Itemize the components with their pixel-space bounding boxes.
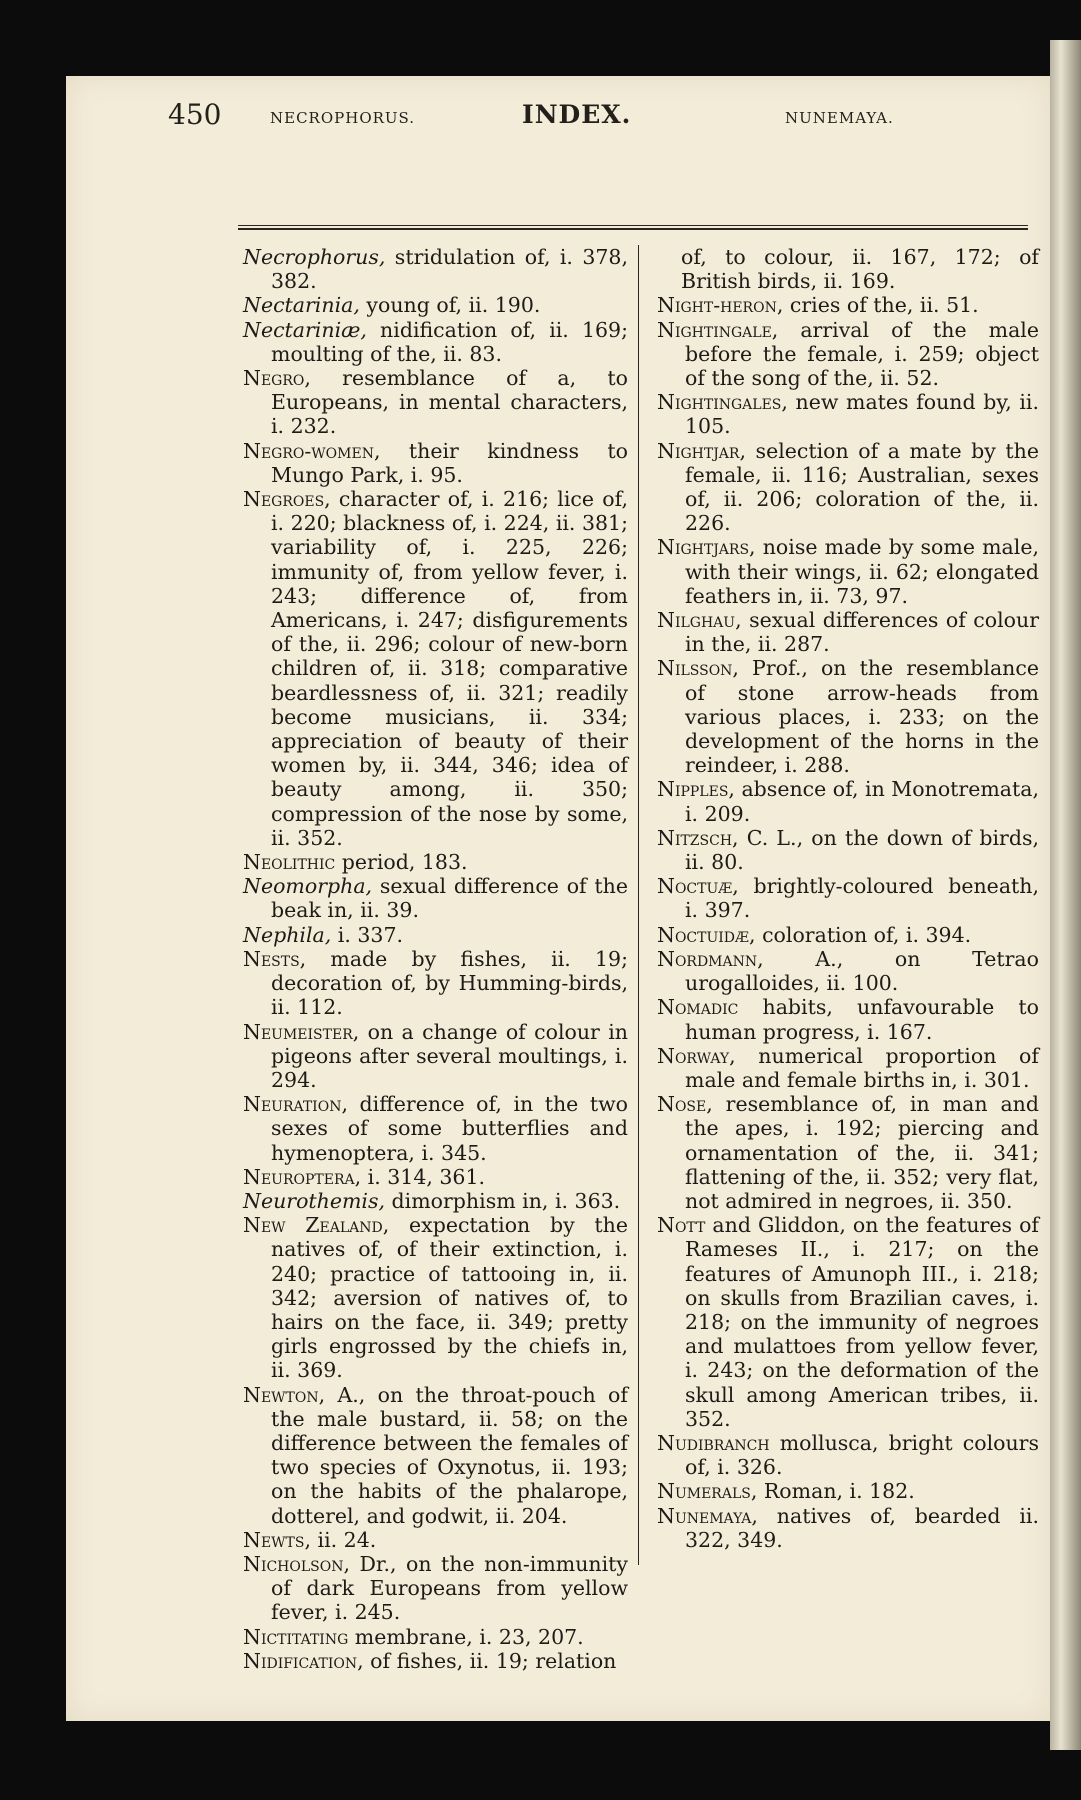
entry-heading: Negroes, (243, 487, 331, 512)
continuation-text: of, to colour, ii. 167, 172; of British birds, ii. 169. (681, 245, 1039, 294)
book-page-edge (1050, 40, 1081, 1750)
entry-heading: Nightjar, (657, 438, 746, 463)
entry-text: A., on Tetrao urogalloides, ii. 100. (685, 946, 1039, 996)
running-head-left: NECROPHORUS. (270, 109, 416, 127)
entry-text: A., on the throat-pouch of the male bustard, ii. 58; on the difference between the females of two species of Oxynotus, ii. 193; on the habits of the phalarope, dotterel, and godwit, ii. 204. (271, 1382, 628, 1528)
entry-text: on a change of colour in pigeons after several moultings, i. 294. (271, 1019, 628, 1092)
entry-text: expectation by the natives of, of their extinction, i. 240; practice of tattooing in, ii. 342; aversion of natives of, to hairs on the face, ii. 349; pretty girls engrossed by the chiefs in, ii. 369. (271, 1213, 628, 1383)
entry-text: their kindness to Mungo Park, i. 95. (271, 438, 628, 487)
index-entry (243, 245, 628, 293)
index-entry (243, 1383, 628, 1528)
entry-heading: Nordmann, (657, 946, 764, 971)
index-entry (657, 1504, 1039, 1552)
index-entry (657, 390, 1039, 438)
entry-text: sexual differences of colour in the, ii. 287. (685, 608, 1039, 657)
entry-text: nidification of, ii. 169; moulting of the, ii. 83. (271, 317, 628, 366)
index-entry (243, 1165, 628, 1189)
entry-heading: Neomorpha, (243, 874, 373, 899)
entry-heading: Newts, (243, 1527, 311, 1552)
entry-heading: Negro-women, (243, 438, 381, 463)
index-entry (243, 1528, 628, 1552)
index-entry (243, 947, 628, 1020)
entry-heading: Newton, (243, 1382, 326, 1407)
index-entry (243, 1649, 628, 1673)
index-entry (243, 1552, 628, 1625)
entry-heading: Nightingale, (657, 317, 779, 342)
entry-heading: Nightingales, (657, 390, 788, 415)
entry-text: Prof., on the resemblance of stone arrow-heads from various places, i. 233; on the development of the horns in the reindeer, i. 288. (685, 656, 1039, 778)
entry-heading: Nomadic (657, 995, 739, 1020)
index-entry (657, 777, 1039, 825)
index-entry (243, 1092, 628, 1165)
index-entry (243, 293, 628, 317)
entry-heading: Nunemaya, (657, 1503, 758, 1528)
entry-text: coloration of, i. 394. (755, 922, 972, 947)
entry-heading: Nilsson, (657, 656, 739, 681)
entry-text: Roman, i. 182. (757, 1479, 915, 1504)
entry-text: habits, unfavourable to human progress, i. 167. (685, 995, 1039, 1044)
column-divider (638, 245, 639, 1565)
index-column-right (657, 245, 1039, 1552)
entry-text: period, 183. (335, 850, 468, 875)
entry-text: i. 314, 361. (361, 1164, 486, 1189)
index-entry (657, 923, 1039, 947)
entry-text: young of, ii. 190. (359, 293, 541, 318)
entry-heading: Numerals, (657, 1479, 758, 1504)
index-entry (657, 1479, 1039, 1503)
entry-text: cries of the, ii. 51. (783, 293, 979, 318)
entry-text: ii. 24. (311, 1527, 377, 1552)
index-entry (243, 1213, 628, 1382)
entry-heading: New Zealand, (243, 1213, 390, 1238)
entry-heading: Nicholson, (243, 1551, 350, 1576)
entry-text: resemblance of, in man and the apes, i. 192; piercing and ornamentation of the, ii. 341; flattening of the, ii. 352; very flat, not admired in negroes, ii. 350. (685, 1092, 1039, 1213)
index-entry (243, 874, 628, 922)
entry-heading: Noctuæ, (657, 874, 739, 899)
index-entry (657, 439, 1039, 536)
entry-heading: Noctuidæ, (657, 922, 756, 947)
entry-text: i. 337. (331, 922, 403, 947)
entry-heading: Neuration, (243, 1092, 348, 1117)
entry-heading: Norway, (657, 1043, 736, 1068)
entry-heading: Night-heron, (657, 293, 784, 318)
entry-heading: Neumeister, (243, 1019, 360, 1044)
entry-heading: Nectarinia, (243, 293, 360, 318)
index-entry (243, 1020, 628, 1093)
entry-heading: Nudibranch (657, 1430, 770, 1455)
entry-heading: Nilghau, (657, 608, 742, 633)
index-entry (243, 850, 628, 874)
index-column-left (243, 245, 628, 1673)
entry-heading: Nipples, (657, 777, 735, 802)
index-entry (657, 826, 1039, 874)
entry-text: natives of, bearded ii. 322, 349. (685, 1503, 1039, 1552)
index-entry (657, 1092, 1039, 1213)
index-entry (657, 318, 1039, 391)
index-entry (657, 293, 1039, 317)
entry-text: new mates found by, ii. 105. (685, 390, 1039, 439)
entry-text: made by fishes, ii. 19; decoration of, by Humming-birds, ii. 112. (271, 946, 628, 1020)
entry-text: noise made by some male, with their wings, ii. 62; elongated feathers in, ii. 73, 97. (685, 535, 1039, 608)
index-entry (243, 1189, 628, 1213)
index-entry (657, 874, 1039, 922)
entry-text: brightly-coloured beneath, i. 397. (685, 874, 1039, 923)
entry-heading: Nightjars, (657, 535, 756, 560)
entry-text: resemblance of a, to Europeans, in mental characters, i. 232. (271, 366, 628, 439)
entry-text: numerical proportion of male and female births in, i. 301. (685, 1043, 1039, 1092)
index-entry (243, 1625, 628, 1649)
entry-heading: Negro, (243, 366, 311, 391)
entry-text: of fishes, ii. 19; relation (363, 1648, 617, 1673)
entry-heading: Neolithic (243, 850, 336, 875)
entry-text: character of, i. 216; lice of, i. 220; blackness of, i. 224, ii. 381; variability of, i. 225, 226; immunity of, from yellow fever, i. 243; difference of, from Americans, i. 247; disfigurements of the, ii. 296; colour of new-born children of, ii. 318; comparative beardlessness of, ii. 321; readily become musicians, ii. 334; appreciation of beauty of their women by, ii. 344, 346; idea of beauty among, ii. 350; compression of the nose by some, ii. 352. (271, 487, 628, 850)
entry-text: selection of a mate by the female, ii. 116; Australian, sexes of, ii. 206; coloration of the, ii. 226. (685, 438, 1039, 536)
entry-heading: Nitzsch, (657, 825, 739, 850)
index-entry (657, 1213, 1039, 1431)
index-entry (657, 995, 1039, 1043)
index-entry (243, 439, 628, 487)
index-title: INDEX. (522, 100, 632, 129)
entry-heading: Necrophorus, (243, 245, 386, 269)
index-entry (243, 318, 628, 366)
index-entry (243, 366, 628, 439)
entry-text: difference of, in the two sexes of some butterflies and hymenoptera, i. 345. (271, 1092, 628, 1165)
entry-heading: Nott (657, 1213, 706, 1238)
index-entry (657, 1431, 1039, 1479)
index-entry (657, 535, 1039, 608)
entry-text: sexual difference of the beak in, ii. 39. (271, 874, 628, 923)
page-number: 450 (168, 98, 222, 131)
header-rule (238, 225, 1028, 230)
index-entry (657, 608, 1039, 656)
index-entry (657, 656, 1039, 777)
index-entry (657, 1044, 1039, 1092)
entry-text: stridulation of, i. 378, 382. (271, 245, 628, 294)
entry-heading: Neuroptera, (243, 1164, 362, 1189)
entry-text: arrival of the male before the female, i. 259; object of the song of the, ii. 52. (685, 317, 1039, 391)
entry-heading: Neurothemis, (243, 1188, 386, 1213)
entry-heading: Nidification, (243, 1648, 364, 1673)
entry-text: and Gliddon, on the features of Rameses II., i. 217; on the features of Amunoph III., i. 218; on skulls from Brazilian caves, i. 218; on the immunity of negroes and mulattoes from yellow fever, i. 243; on the deformation of the skull among American tribes, ii. 352. (685, 1213, 1039, 1431)
entry-heading: Nose, (657, 1092, 713, 1117)
entry-text: absence of, in Monotremata, i. 209. (685, 777, 1039, 826)
index-entry (243, 923, 628, 947)
page-header (168, 98, 1028, 148)
entry-text: mollusca, bright colours of, i. 326. (685, 1430, 1039, 1480)
index-entry (657, 947, 1039, 995)
entry-heading: Nests, (243, 946, 307, 971)
entry-text: Dr., on the non-immunity of dark Europeans from yellow fever, i. 245. (271, 1551, 628, 1625)
entry-text: C. L., on the down of birds, ii. 80. (685, 825, 1039, 875)
entry-heading: Nictitating (243, 1624, 349, 1649)
index-entry (243, 487, 628, 850)
running-head-right: NUNEMAYA. (785, 109, 894, 127)
entry-text: dimorphism in, i. 363. (385, 1188, 621, 1213)
entry-heading: Nephila, (243, 922, 332, 947)
entry-heading: Nectariniæ, (243, 317, 367, 342)
entry-text: membrane, i. 23, 207. (348, 1624, 584, 1649)
